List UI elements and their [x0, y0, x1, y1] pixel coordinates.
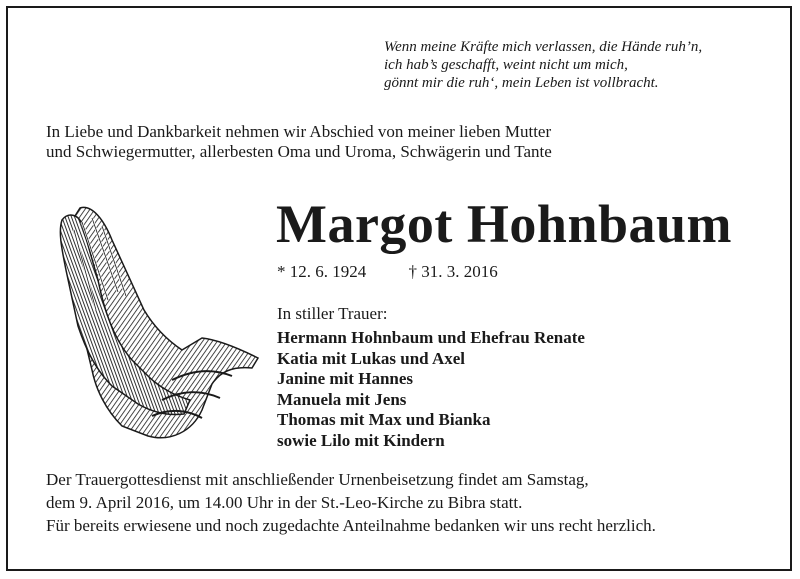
praying-hands-icon — [52, 200, 262, 445]
intro-line: In Liebe und Dankbarkeit nehmen wir Abschied von meiner lieben Mutter — [46, 122, 552, 141]
mourner-line: Thomas mit Max und Bianka — [277, 410, 491, 429]
intro-text — [46, 122, 552, 162]
intro-line: und Schwiegermutter, allerbesten Oma und Uroma, Schwägerin und Tante — [46, 142, 552, 161]
service-info — [46, 468, 656, 537]
mourner-line: Manuela mit Jens — [277, 389, 407, 409]
mourners-list — [277, 328, 585, 451]
service-line: Der Trauergottesdienst mit anschließender Urnenbeisetzung findet am Samstag, — [46, 470, 589, 489]
poem — [384, 38, 702, 92]
poem-line: Wenn meine Kräfte mich verlassen, die Hände ruh’n, — [384, 39, 703, 55]
death-date: † 31. 3. 2016 — [408, 262, 498, 281]
mourner-line: Hermann Hohnbaum und Ehefrau Renate — [277, 328, 585, 347]
mourner-line: sowie Lilo mit Kindern — [277, 430, 445, 450]
mourning-heading: In stiller Trauer: — [277, 304, 388, 323]
deceased-name: Margot Hohnbaum — [276, 194, 733, 254]
service-line: Für bereits erwiesene und noch zugedachte Anteilnahme bedanken wir uns recht herzlich. — [46, 516, 656, 535]
birth-date: * 12. 6. 1924 — [277, 262, 367, 281]
mourner-line: Janine mit Hannes — [277, 369, 414, 388]
poem-line: ich hab’s geschafft, weint nicht um mich, — [384, 57, 628, 73]
service-line: dem 9. April 2016, um 14.00 Uhr in der St.-Leo-Kirche zu Bibra statt. — [46, 493, 523, 512]
mourner-line: Katia mit Lukas und Axel — [277, 348, 465, 368]
life-dates — [277, 262, 498, 282]
poem-line: gönnt mir die ruh‘, mein Leben ist vollbracht. — [384, 75, 659, 91]
